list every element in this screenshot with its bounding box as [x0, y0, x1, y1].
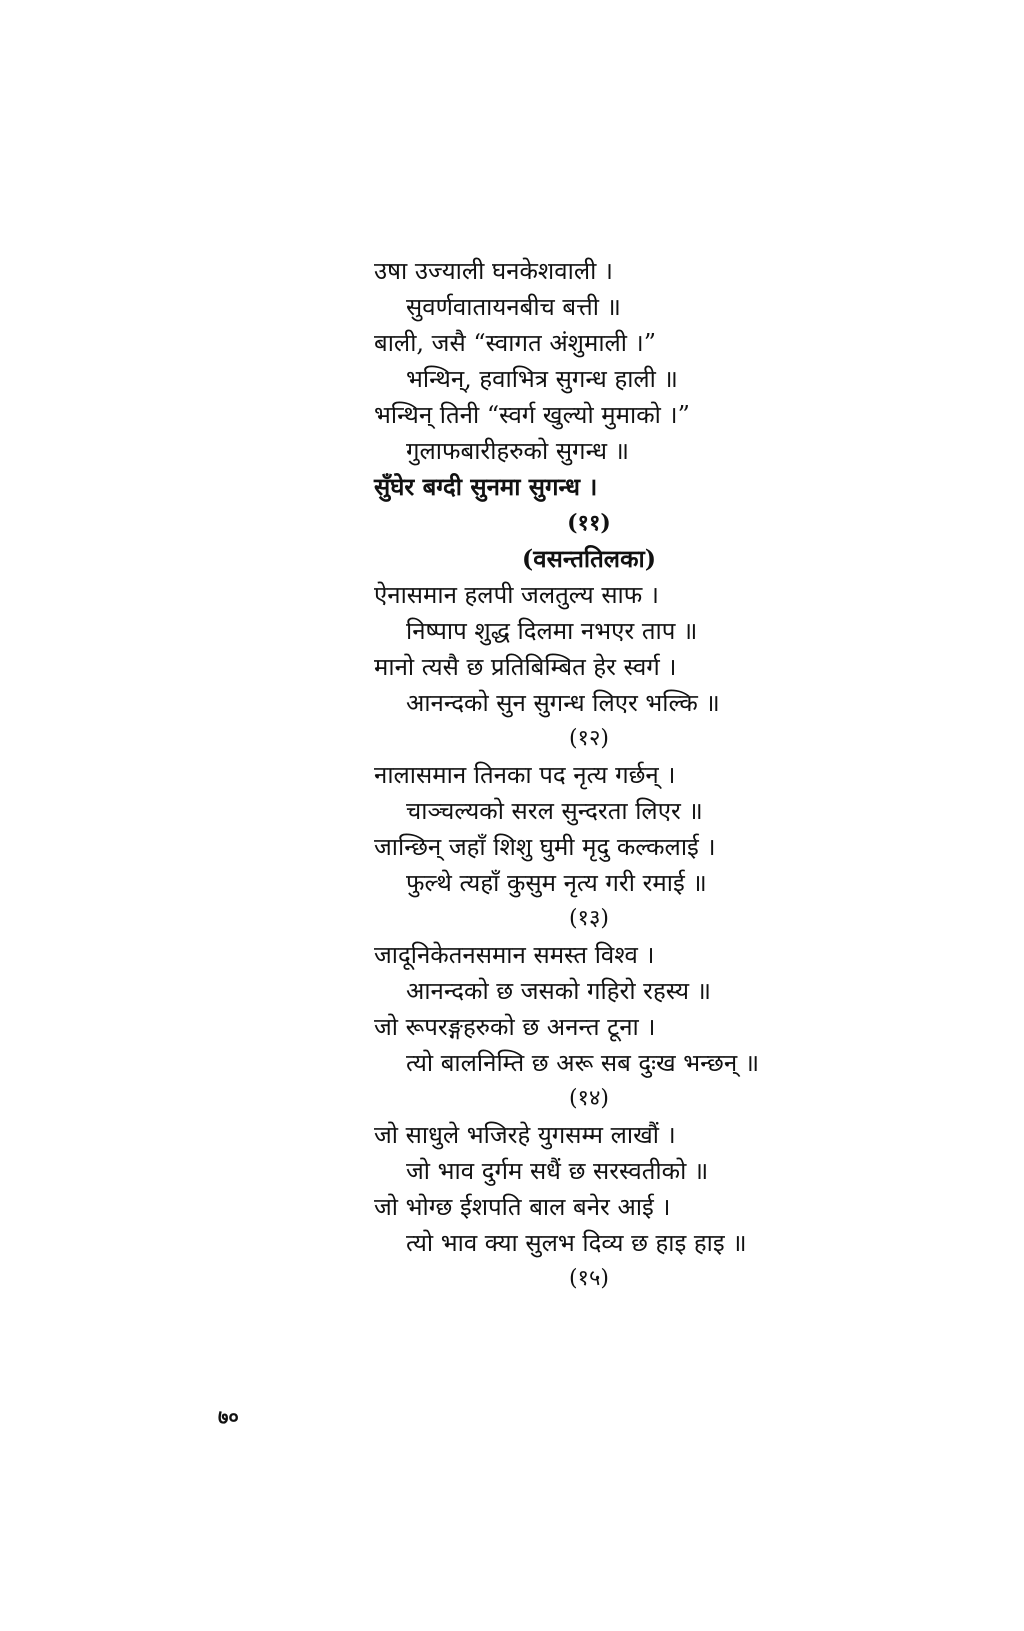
verse-line-text: बाली, जसै “स्वागत अंशुमाली ।” — [374, 329, 657, 357]
verse-line — [374, 325, 804, 361]
verse-line — [374, 469, 804, 505]
verse-line — [374, 1189, 804, 1225]
verse-line — [374, 577, 804, 613]
stanza — [374, 253, 804, 541]
verse-line — [374, 433, 804, 469]
page-number: ७० — [218, 1405, 239, 1429]
verse-line — [374, 865, 804, 901]
verse-number: (१४) — [568, 1086, 610, 1111]
verse-line — [374, 685, 804, 721]
verse-line-text: आनन्दको छ जसको गहिरो रहस्य ॥ — [406, 977, 711, 1005]
verse-line-text: भन्थिन्, हवाभित्र सुगन्ध हाली ॥ — [406, 365, 678, 393]
verse-line-text: मानो त्यसै छ प्रतिबिम्बित हेर स्वर्ग । — [374, 653, 677, 681]
verse-line — [374, 397, 804, 433]
verse-line-text: जो रूपरङ्गहरुको छ अनन्त टूना । — [374, 1013, 656, 1041]
verse-line-text: भन्थिन् तिनी “स्वर्ग खुल्यो मुमाको ।” — [374, 401, 690, 429]
verse-line-text: गुलाफबारीहरुको सुगन्ध ॥ — [406, 437, 629, 465]
verse-line-text: सुवर्णवातायनबीच बत्ती ॥ — [406, 293, 621, 321]
verse-line — [374, 829, 804, 865]
verse-line-text: त्यो भाव क्या सुलभ दिव्य छ हाइ हाइ ॥ — [406, 1229, 747, 1257]
verse-line — [374, 253, 804, 289]
verse-line-text: जान्छिन् जहाँ शिशु घुमी मृदु कल्कलाई । — [374, 833, 716, 861]
verse-line-text: उषा उज्याली घनकेशवाली । — [374, 257, 614, 285]
verse-line — [374, 757, 804, 793]
verse-line — [374, 973, 804, 1009]
verse-line-text: नालासमान तिनका पद नृत्य गर्छन् । — [374, 761, 676, 789]
verse-line — [374, 1225, 804, 1261]
stanza — [374, 1117, 804, 1297]
stanza — [374, 937, 804, 1117]
verse-line-text: चाञ्चल्यको सरल सुन्दरता लिएर ॥ — [406, 797, 703, 825]
verse-line — [374, 1045, 804, 1081]
verse-line-text: फुल्थे त्यहाँ कुसुम नृत्य गरी रमाई ॥ — [406, 869, 707, 897]
verse-line — [374, 937, 804, 973]
verse-line-text: जो भाव दुर्गम सधैं छ सरस्वतीको ॥ — [406, 1157, 709, 1185]
verse-line-text: आनन्दको सुन सुगन्ध लिएर भल्कि ॥ — [406, 689, 720, 717]
verse-number: (११) — [567, 510, 611, 536]
verse-line-text: ऐनासमान हलपी जलतुल्य साफ । — [374, 581, 659, 609]
verse-number: (१५) — [568, 1266, 610, 1291]
verse-line — [374, 613, 804, 649]
verse-line — [374, 289, 804, 325]
verse-line-text: निष्पाप शुद्ध दिलमा नभएर ताप ॥ — [406, 617, 698, 645]
verse-line — [374, 1117, 804, 1153]
verse-line — [374, 649, 804, 685]
verse-line — [374, 793, 804, 829]
verse-line-text: सुँघेर बग्दी सुनमा सुगन्ध । — [374, 472, 598, 501]
meter-title: (वसन्ततिलका) — [521, 544, 657, 573]
stanza — [374, 757, 804, 937]
verse-line-text: जो साधुले भजिरहे युगसम्म लाखौं । — [374, 1121, 676, 1149]
verse-line — [374, 1009, 804, 1045]
verse-line-text: जादूनिकेतनसमान समस्त विश्व । — [374, 941, 655, 969]
verse-line — [374, 361, 804, 397]
stanza — [374, 541, 804, 757]
verse-number: (१२) — [568, 726, 610, 751]
poem-body — [374, 253, 804, 1297]
verse-line — [374, 1153, 804, 1189]
verse-line-text: त्यो बालनिम्ति छ अरू सब दुःख भन्छन् ॥ — [406, 1049, 760, 1077]
verse-number: (१३) — [568, 906, 610, 931]
verse-line-text: जो भोग्छ ईशपति बाल बनेर आई । — [374, 1193, 671, 1221]
